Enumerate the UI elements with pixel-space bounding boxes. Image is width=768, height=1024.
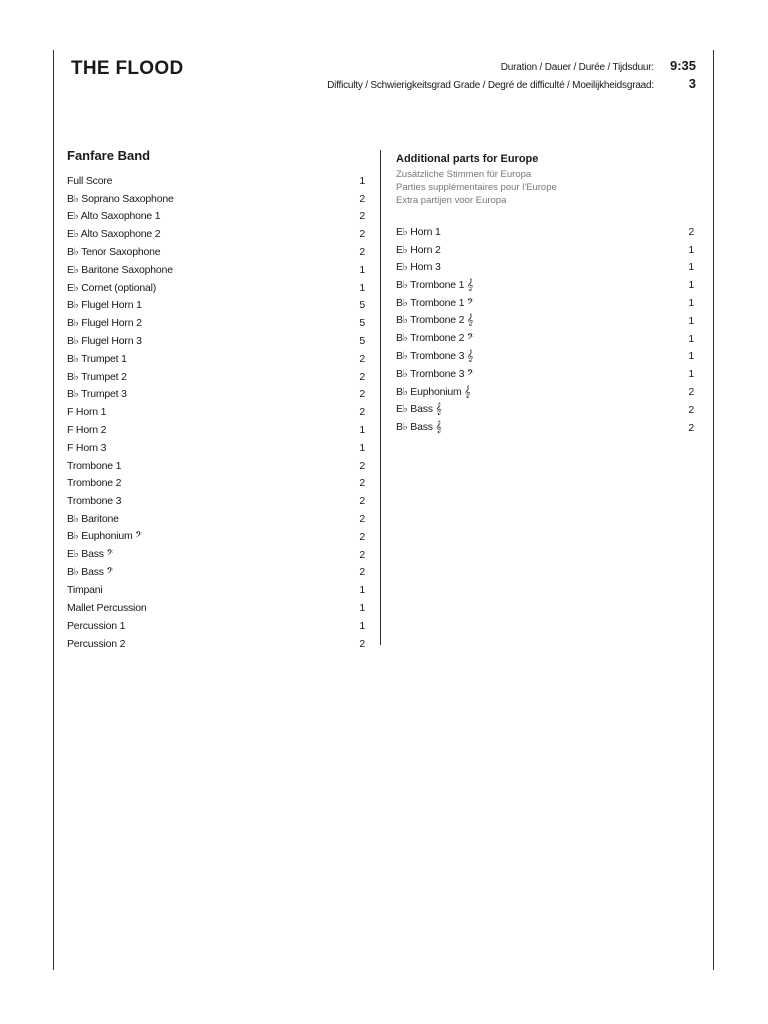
part-row bbox=[396, 241, 694, 259]
part-name: E♭ Baritone Saxophone bbox=[67, 263, 173, 276]
part-name: F Horn 3 bbox=[67, 441, 107, 454]
difficulty-value: 3 bbox=[688, 76, 696, 91]
part-row bbox=[67, 635, 365, 653]
part-name: Full Score bbox=[67, 174, 113, 187]
part-row bbox=[67, 421, 365, 439]
part-row bbox=[67, 599, 365, 617]
part-row bbox=[396, 365, 694, 383]
part-name: E♭ Bass 𝄞 bbox=[396, 403, 442, 416]
part-row bbox=[67, 190, 365, 208]
part-quantity: 2 bbox=[359, 370, 365, 383]
duration-label: Duration / Dauer / Durée / Tijdsduur: bbox=[500, 62, 654, 73]
part-quantity: 2 bbox=[359, 406, 365, 419]
part-row bbox=[67, 208, 365, 226]
part-row bbox=[67, 528, 365, 546]
part-name: B♭ Trombone 2 𝄢 bbox=[396, 332, 474, 345]
part-row bbox=[396, 401, 694, 419]
part-row bbox=[67, 546, 365, 564]
page-border-left bbox=[53, 50, 54, 970]
part-name: E♭ Cornet (optional) bbox=[67, 281, 157, 294]
part-name: Trombone 3 bbox=[67, 495, 122, 508]
part-quantity: 1 bbox=[688, 261, 694, 274]
part-name: B♭ Trombone 3 𝄢 bbox=[396, 367, 474, 380]
europe-parts-section bbox=[396, 148, 694, 437]
part-quantity: 2 bbox=[359, 246, 365, 259]
part-quantity: 1 bbox=[359, 281, 365, 294]
part-name: E♭ Horn 2 bbox=[396, 243, 441, 256]
part-name: B♭ Flugel Horn 2 bbox=[67, 317, 142, 330]
part-quantity: 2 bbox=[359, 637, 365, 650]
difficulty-row bbox=[316, 76, 696, 94]
part-row bbox=[67, 225, 365, 243]
piece-info bbox=[316, 58, 696, 94]
part-name: B♭ Trumpet 2 bbox=[67, 370, 127, 383]
part-row bbox=[67, 403, 365, 421]
part-row bbox=[67, 492, 365, 510]
part-name: B♭ Soprano Saxophone bbox=[67, 192, 174, 205]
part-quantity: 5 bbox=[359, 317, 365, 330]
part-row bbox=[67, 279, 365, 297]
part-name: E♭ Horn 3 bbox=[396, 261, 441, 274]
part-quantity: 1 bbox=[688, 332, 694, 345]
part-row bbox=[67, 617, 365, 635]
part-quantity: 2 bbox=[359, 566, 365, 579]
europe-subtitle-de: Zusätzliche Stimmen für Europa bbox=[396, 169, 532, 180]
part-row bbox=[396, 419, 694, 437]
part-row bbox=[67, 581, 365, 599]
difficulty-label: Difficulty / Schwierigkeitsgrad Grade / Degré de difficulté / Moeilijkheidsgraad: bbox=[327, 80, 654, 91]
europe-subtitle-nl: Extra partijen voor Europa bbox=[396, 195, 507, 206]
part-row bbox=[396, 330, 694, 348]
part-name: Trombone 1 bbox=[67, 459, 122, 472]
part-quantity: 2 bbox=[359, 352, 365, 365]
part-quantity: 2 bbox=[359, 388, 365, 401]
part-quantity: 1 bbox=[359, 263, 365, 276]
part-row bbox=[67, 243, 365, 261]
part-row bbox=[67, 564, 365, 582]
part-row bbox=[67, 172, 365, 190]
part-name: Percussion 1 bbox=[67, 619, 126, 632]
part-quantity: 1 bbox=[688, 279, 694, 292]
part-quantity: 1 bbox=[688, 297, 694, 310]
part-quantity: 1 bbox=[688, 350, 694, 363]
duration-value: 9:35 bbox=[669, 58, 696, 73]
part-quantity: 2 bbox=[688, 403, 694, 416]
part-name: E♭ Bass 𝄢 bbox=[67, 548, 114, 561]
part-quantity: 1 bbox=[688, 243, 694, 256]
part-name: Percussion 2 bbox=[67, 637, 126, 650]
part-row bbox=[67, 386, 365, 404]
part-row bbox=[396, 223, 694, 241]
part-row bbox=[67, 368, 365, 386]
part-name: Trombone 2 bbox=[67, 477, 122, 490]
part-quantity: 1 bbox=[688, 314, 694, 327]
fanfare-band-section bbox=[67, 148, 365, 653]
part-name: B♭ Trombone 3 𝄞 bbox=[396, 349, 474, 362]
part-row bbox=[67, 297, 365, 315]
part-quantity: 2 bbox=[359, 210, 365, 223]
part-quantity: 2 bbox=[359, 513, 365, 526]
page-border-right bbox=[713, 50, 714, 970]
part-name: F Horn 2 bbox=[67, 424, 107, 437]
piece-title: THE FLOOD bbox=[71, 58, 184, 79]
part-quantity: 2 bbox=[359, 495, 365, 508]
part-quantity: 2 bbox=[688, 225, 694, 238]
part-name: B♭ Trombone 2 𝄞 bbox=[396, 314, 474, 327]
part-quantity: 1 bbox=[359, 584, 365, 597]
part-quantity: 2 bbox=[359, 530, 365, 543]
part-name: B♭ Trumpet 3 bbox=[67, 388, 127, 401]
part-quantity: 1 bbox=[359, 619, 365, 632]
part-name: E♭ Alto Saxophone 1 bbox=[67, 210, 161, 223]
part-quantity: 2 bbox=[359, 459, 365, 472]
part-name: B♭ Bass 𝄞 bbox=[396, 421, 442, 434]
part-row bbox=[396, 312, 694, 330]
part-quantity: 5 bbox=[359, 335, 365, 348]
part-row bbox=[396, 348, 694, 366]
part-row bbox=[67, 350, 365, 368]
europe-parts-list bbox=[396, 223, 694, 437]
part-row bbox=[396, 259, 694, 277]
part-name: B♭ Baritone bbox=[67, 513, 119, 526]
part-name: B♭ Bass 𝄢 bbox=[67, 565, 114, 578]
part-quantity: 1 bbox=[688, 368, 694, 381]
part-quantity: 2 bbox=[359, 228, 365, 241]
fanfare-parts-list bbox=[67, 172, 365, 653]
europe-heading: Additional parts for Europe bbox=[396, 153, 539, 165]
part-quantity: 2 bbox=[359, 192, 365, 205]
part-row bbox=[67, 457, 365, 475]
part-name: E♭ Horn 1 bbox=[396, 225, 441, 238]
part-name: B♭ Flugel Horn 3 bbox=[67, 335, 142, 348]
part-name: B♭ Euphonium 𝄞 bbox=[396, 385, 471, 398]
part-row bbox=[67, 475, 365, 493]
part-name: B♭ Trombone 1 𝄢 bbox=[396, 296, 474, 309]
part-quantity: 1 bbox=[359, 174, 365, 187]
part-quantity: 5 bbox=[359, 299, 365, 312]
part-row bbox=[67, 314, 365, 332]
part-name: Mallet Percussion bbox=[67, 602, 147, 615]
part-quantity: 2 bbox=[359, 548, 365, 561]
part-quantity: 2 bbox=[688, 386, 694, 399]
part-row bbox=[67, 261, 365, 279]
part-name: E♭ Alto Saxophone 2 bbox=[67, 228, 161, 241]
duration-row bbox=[316, 58, 696, 76]
part-row bbox=[67, 332, 365, 350]
part-quantity: 1 bbox=[359, 602, 365, 615]
part-quantity: 2 bbox=[359, 477, 365, 490]
part-row bbox=[396, 383, 694, 401]
part-name: B♭ Trombone 1 𝄞 bbox=[396, 278, 474, 291]
europe-subtitle-fr: Parties supplémentaires pour l'Europe bbox=[396, 182, 557, 193]
column-divider bbox=[380, 150, 381, 645]
part-quantity: 1 bbox=[359, 424, 365, 437]
part-name: B♭ Flugel Horn 1 bbox=[67, 299, 142, 312]
part-quantity: 2 bbox=[688, 421, 694, 434]
fanfare-band-heading: Fanfare Band bbox=[67, 148, 151, 163]
part-quantity: 1 bbox=[359, 441, 365, 454]
part-name: B♭ Trumpet 1 bbox=[67, 352, 127, 365]
part-name: Timpani bbox=[67, 584, 103, 597]
part-name: B♭ Euphonium 𝄢 bbox=[67, 530, 142, 543]
part-name: B♭ Tenor Saxophone bbox=[67, 246, 161, 259]
part-name: F Horn 1 bbox=[67, 406, 107, 419]
part-row bbox=[396, 294, 694, 312]
part-row bbox=[67, 510, 365, 528]
part-row bbox=[67, 439, 365, 457]
part-row bbox=[396, 276, 694, 294]
